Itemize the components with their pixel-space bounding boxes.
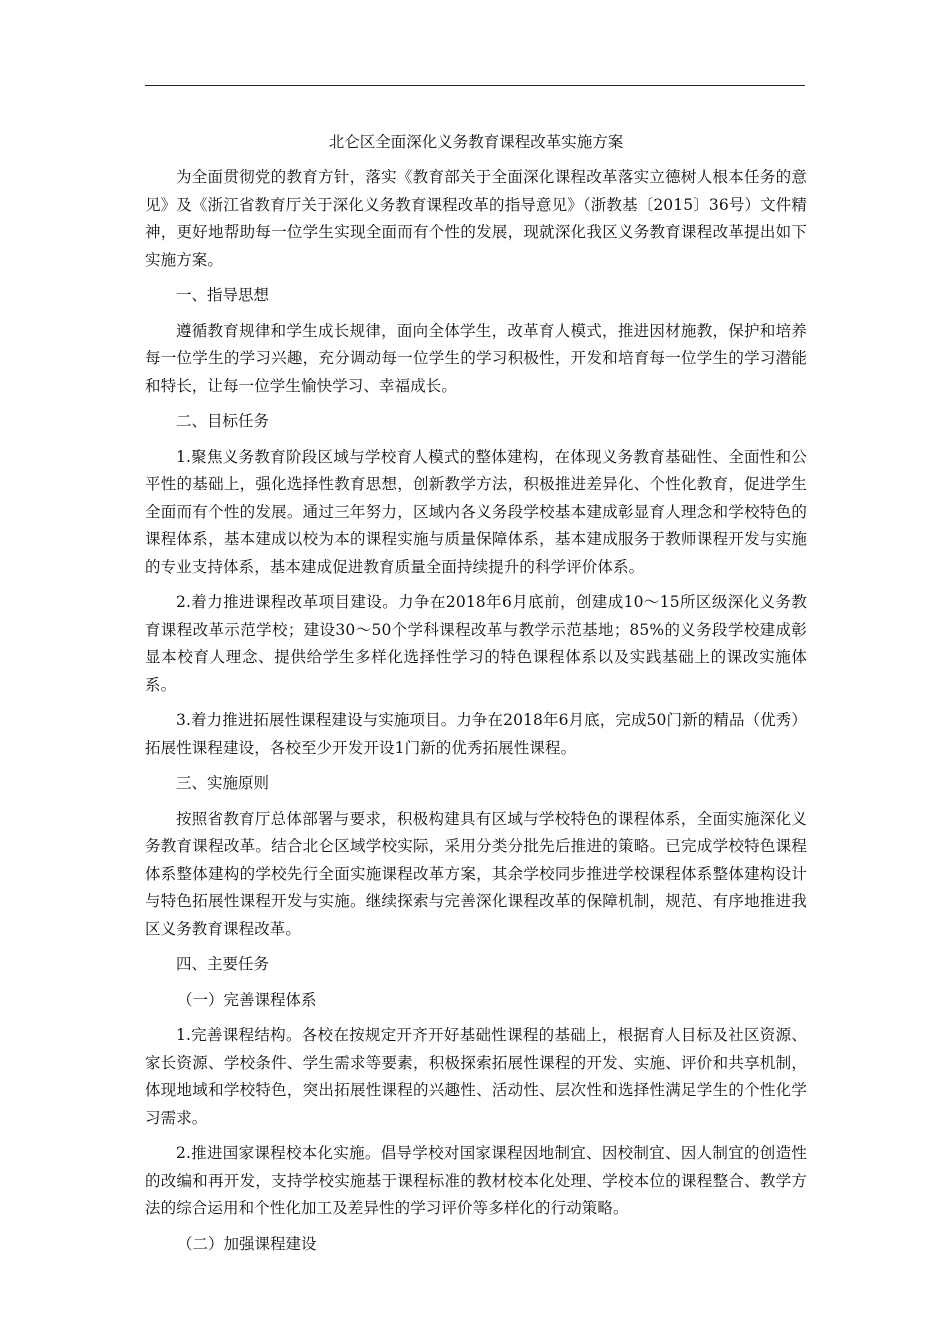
task-item-1: 1.完善课程结构。各校在按规定开齐开好基础性课程的基础上，根据育人目标及社区资源、家长资源、学校条件、学生需求等要素，积极探索拓展性课程的开发、实施、评价和共享机制，体现地域和学校特色，突出拓展性课程的兴趣性、活动性、层次性和选择性满足学生的个性化学习需求。: [145, 1026, 807, 1127]
goal-item-1: 1.聚焦义务教育阶段区域与学校育人模式的整体建构，在体现义务教育基础性、全面性和公平性的基础上，强化选择性教育思想，创新教学方法，积极推进差异化、个性化教育，促进学生全面而有个性的发展。通过三年努力，区域内各义务段学校基本建成彰显育人理念和学校特色的课程体系，基本建成以校为本的课程实施与质量保障体系，基本建成服务于教师课程开发与实施的专业支持体系，基本建成促进教育质量全面持续提升的科学评价体系。: [145, 447, 807, 576]
section-paragraph-principles: 按照省教育厅总体部署与要求，积极构建具有区域与学校特色的课程体系，全面实施深化义务教育课程改革。结合北仑区域学校实际，采用分类分批先后推进的策略。已完成学校特色课程体系整体建构的学校先行全面实施课程改革方案，其余学校同步推进学校课程体系整体建构设计与特色拓展性课程开发与实施。继续探索与完善深化课程改革的保障机制，规范、有序地推进我区义务教育课程改革。: [145, 809, 807, 938]
goal-item-3: 3.着力推进拓展性课程建设与实施项目。力争在2018年6月底，完成50门新的精品（优秀）拓展性课程建设，各校至少开发开设1门新的优秀拓展性课程。: [145, 711, 807, 757]
subsection-heading-curriculum-system: （一）完善课程体系: [177, 990, 317, 1009]
goal-item-2: 2.着力推进课程改革项目建设。力争在2018年6月底前，创建成10～15所区级深化义务教育课程改革示范学校；建设30～50个学科课程改革与教学示范基地；85%的义务段学校建成彰显本校育人理念、提供给学生多样化选择性学习的特色课程体系以及实践基础上的课改实施体系。: [145, 593, 807, 694]
document-body: [145, 128, 807, 1266]
section-heading-guiding-ideology: 一、指导思想: [176, 286, 270, 304]
intro-paragraph: 为全面贯彻党的教育方针，落实《教育部关于全面深化课程改革落实立德树人根本任务的意见》及《浙江省教育厅关于深化义务教育课程改革的指导意见》（浙教基〔2015〕36号）文件精神，更好地帮助每一位学生实现全面而有个性的发展，现就深化我区义务教育课程改革提出如下实施方案。: [145, 168, 807, 269]
header-rule: [145, 85, 805, 86]
section-heading-principles: 三、实施原则: [176, 774, 270, 792]
subsection-heading-curriculum-building: （二）加强课程建设: [177, 1234, 317, 1253]
section-heading-goals: 二、目标任务: [176, 412, 270, 430]
task-item-2: 2.推进国家课程校本化实施。倡导学校对国家课程因地制宜、因校制宜、因人制宜的创造性的改编和再开发，支持学校实施基于课程标准的教材校本化处理、学校本位的课程整合、教学方法的综合运用和个性化加工及差异性的学习评价等多样化的行动策略。: [145, 1144, 807, 1217]
section-paragraph-guiding-ideology: 遵循教育规律和学生成长规律，面向全体学生，改革育人模式，推进因材施教，保护和培养每一位学生的学习兴趣，充分调动每一位学生的学习积极性，开发和培育每一位学生的学习潜能和特长，让每一位学生愉快学习、幸福成长。: [145, 321, 807, 395]
document-title: 北仑区全面深化义务教育课程改革实施方案: [328, 133, 624, 151]
section-heading-main-tasks: 四、主要任务: [176, 955, 270, 973]
